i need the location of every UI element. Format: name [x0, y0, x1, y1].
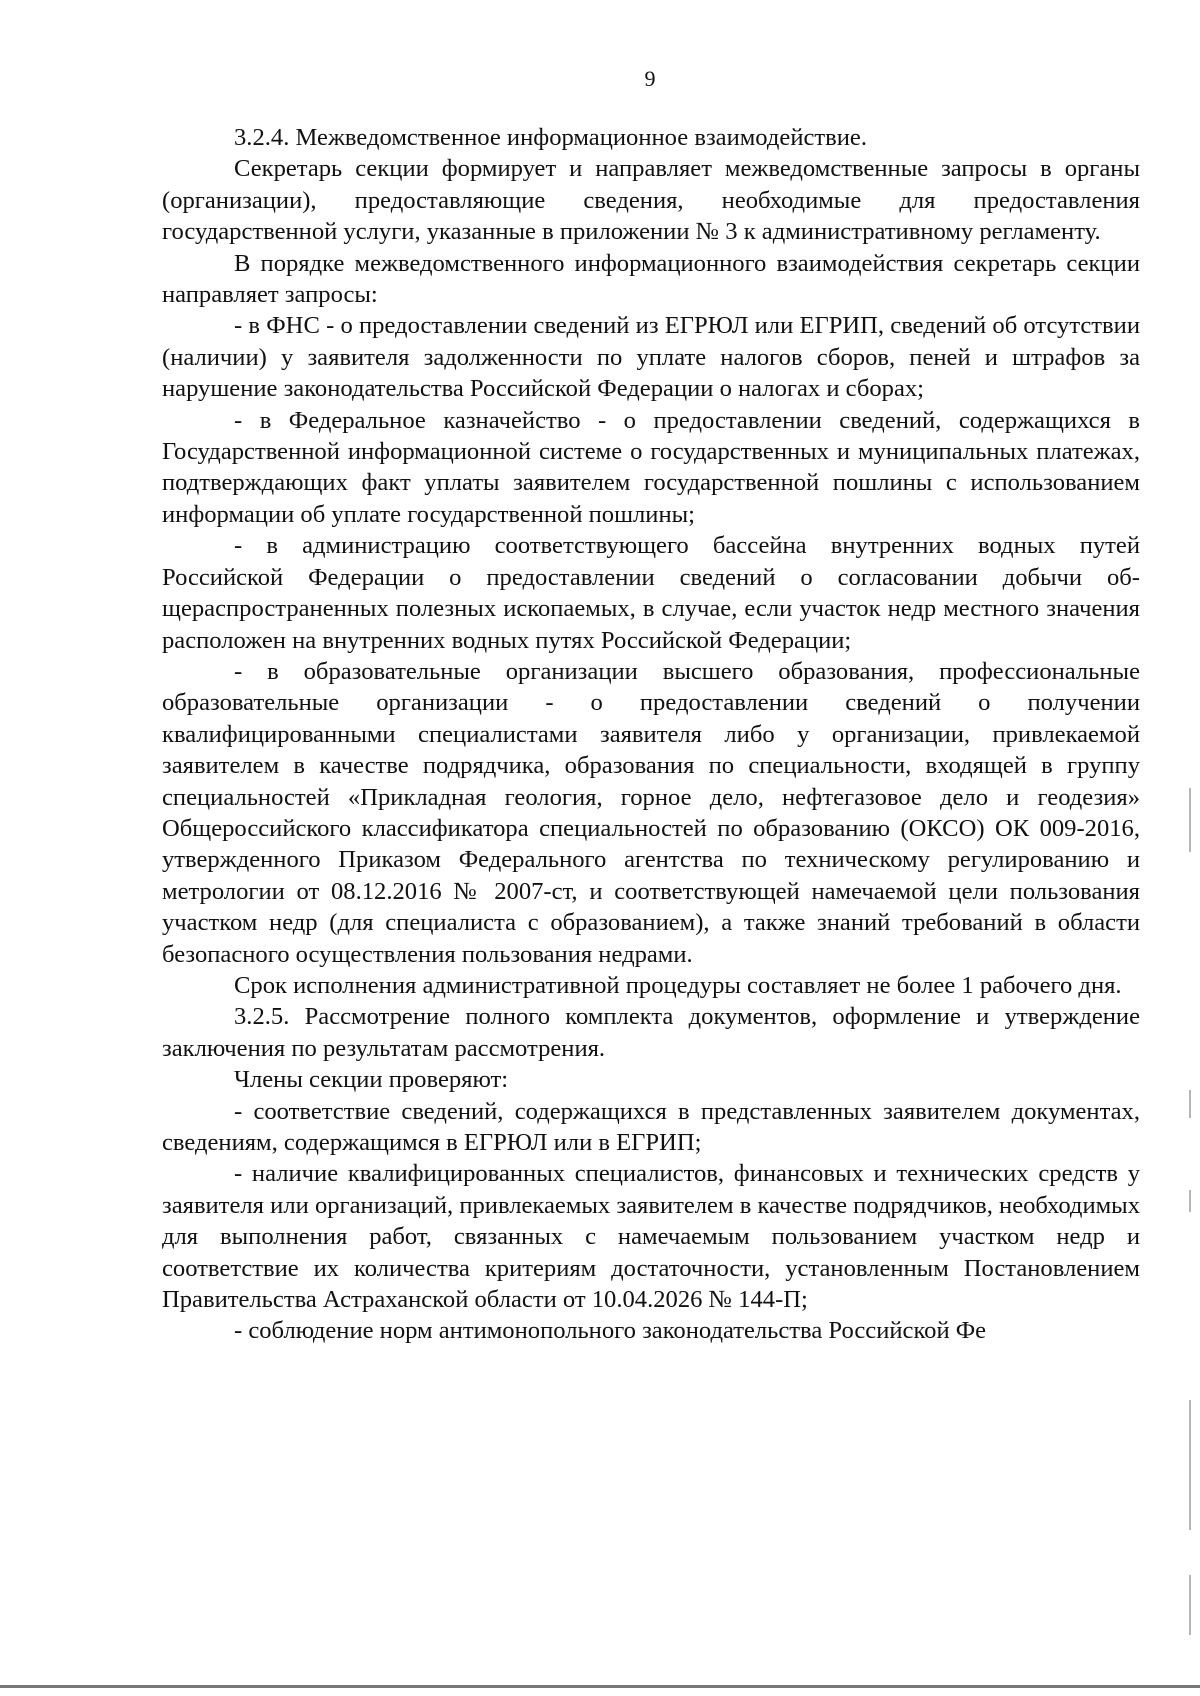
scan-edge-mark — [1189, 1090, 1191, 1118]
document-body — [162, 122, 1140, 1347]
paragraph: - в ФНС - о предоставлении сведений из ЕГРЮЛ или ЕГРИП, сведений об отсутствии (наличии) у заявителя задолженности по уплате налогов сборов, пеней и штрафов за нарушение законодательства Российской Федерации о налогах и сборах; — [162, 312, 1140, 403]
paragraph: 3.2.4. Межведомственное информационное взаимодействие. — [234, 124, 867, 151]
paragraph: 3.2.5. Рассмотрение полного комплекта документов, оформление и утверждение заключения по результатам рассмотрения. — [162, 1003, 1140, 1062]
paragraph: В порядке межведомственного информационного взаимодействия секретарь секции направляет запросы: — [162, 249, 1140, 309]
paragraph: - соответствие сведений, содержащихся в представленных заявителем документах, сведениям, содержащимся в ЕГРЮЛ или в ЕГРИП; — [162, 1097, 1140, 1156]
paragraph: Члены секции проверяют: — [234, 1066, 509, 1094]
paragraph: - в администрацию соответствующего бассейна внутренних водных путей Российской Федерации о предоставлении сведений о согласовании добычи общераспространенных полезных ископаемых, в случае, если участок недр местного значения расположен на внутренних водных путях Российской Федерации; — [162, 532, 1140, 654]
scan-edge-mark — [1189, 788, 1191, 852]
scan-edge-mark — [1189, 1575, 1191, 1635]
scan-bottom-edge — [0, 1685, 1200, 1688]
paragraph: Секретарь секции формирует и направляет межведомственные запросы в органы (организации), предоставляющие сведения, необходимые для предоставления государственной услуги, указанные в приложении № 3 к административному регламенту. — [162, 155, 1140, 246]
page-number: 9 — [644, 66, 656, 91]
paragraph: - в образовательные организации высшего образования, профессиональные образовательные организации - о предоставлении сведений о получении квалифицированными специалистами заявителя либо у организации, привлекаемой заявителем в качестве подрядчика, образования по специальности, входящей в группу специальностей «Прикладная геология, горное дело, нефтегазовое дело и геодезия» Общероссийского классификатора специальностей по образованию (ОКСО) ОК 009-2016, утвержденного Приказом Федерального агентства по техническому регулированию и метрологии от 08.12.2016 № 2007-ст, и соответствующей намечаемой цели пользования участком недр (для специалиста с образованием), а также знаний требований в области безопасного осуществления пользования недрами. — [162, 657, 1140, 968]
paragraph: - соблюдение норм антимонопольного законодательства Российской Фе — [234, 1317, 987, 1345]
paragraph: - наличие квалифицированных специалистов, финансовых и технических средств у заявителя или организаций, привлекаемых заявителем в качестве подрядчиков, необходимых для выполнения работ, связанных с намечаемым пользованием участком недр и соответствие их количества критериям достаточности, установленным Постановлением Правительства Астраханской области от 10.04.2026 № 144-П; — [162, 1160, 1140, 1314]
paragraph: - в Федеральное казначейство - о предоставлении сведений, содержащихся в Государственной информационной системе о государственных и муниципальных платежах, подтверждающих факт уплаты заявителем государственной пошлины с использованием информации об уплате государственной пошлины; — [162, 406, 1140, 528]
scan-edge-mark — [1189, 1190, 1191, 1212]
paragraph: Срок исполнения административной процедуры составляет не более 1 рабочего дня. — [234, 971, 1122, 999]
scan-edge-mark — [1189, 1400, 1191, 1530]
